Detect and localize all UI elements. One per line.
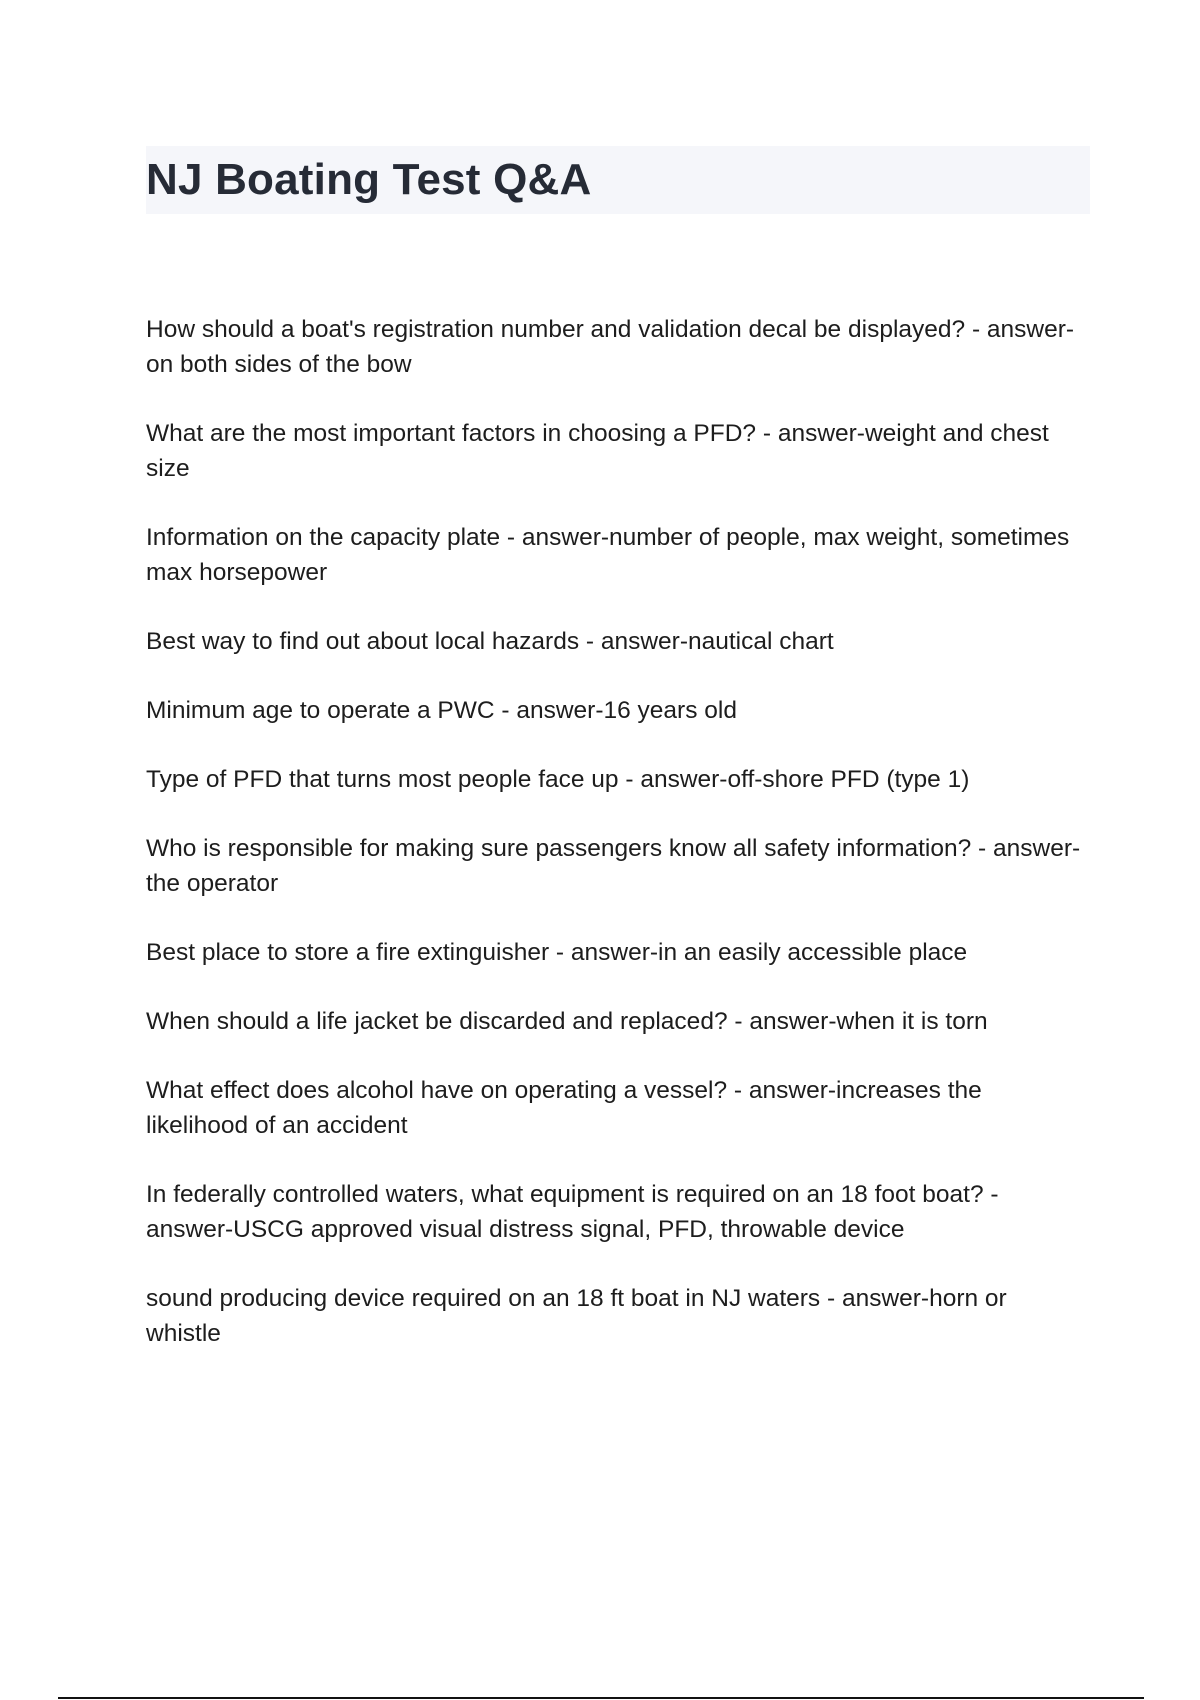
qa-item: Best place to store a fire extinguisher - answer-in an easily accessible place xyxy=(146,939,968,966)
qa-item: In federally controlled waters, what equipment is required on an 18 foot boat? - answer-USCG approved visual distress signal, PFD, throwable device xyxy=(146,1181,999,1243)
qa-item: Information on the capacity plate - answer-number of people, max weight, sometimes max horsepower xyxy=(146,524,1070,586)
qa-item: Type of PFD that turns most people face up - answer-off-shore PFD (type 1) xyxy=(146,766,970,793)
qa-item: When should a life jacket be discarded and replaced? - answer-when it is torn xyxy=(146,1008,988,1035)
qa-item: sound producing device required on an 18 ft boat in NJ waters - answer-horn or whistle xyxy=(146,1285,1007,1347)
qa-item: How should a boat's registration number and validation decal be displayed? - answer-on both sides of the bow xyxy=(146,316,1075,378)
qa-list xyxy=(146,312,1086,1351)
qa-item: Minimum age to operate a PWC - answer-16 years old xyxy=(146,697,737,724)
qa-item: Who is responsible for making sure passengers know all safety information? - answer-the operator xyxy=(146,835,1081,897)
footer-divider xyxy=(58,1697,1144,1699)
qa-item: What are the most important factors in choosing a PFD? - answer-weight and chest size xyxy=(146,420,1049,482)
qa-item: Best way to find out about local hazards - answer-nautical chart xyxy=(146,628,834,655)
page-title: NJ Boating Test Q&A xyxy=(146,155,592,204)
qa-item: What effect does alcohol have on operating a vessel? - answer-increases the likelihood of an accident xyxy=(146,1077,982,1139)
title-band xyxy=(146,146,1090,214)
